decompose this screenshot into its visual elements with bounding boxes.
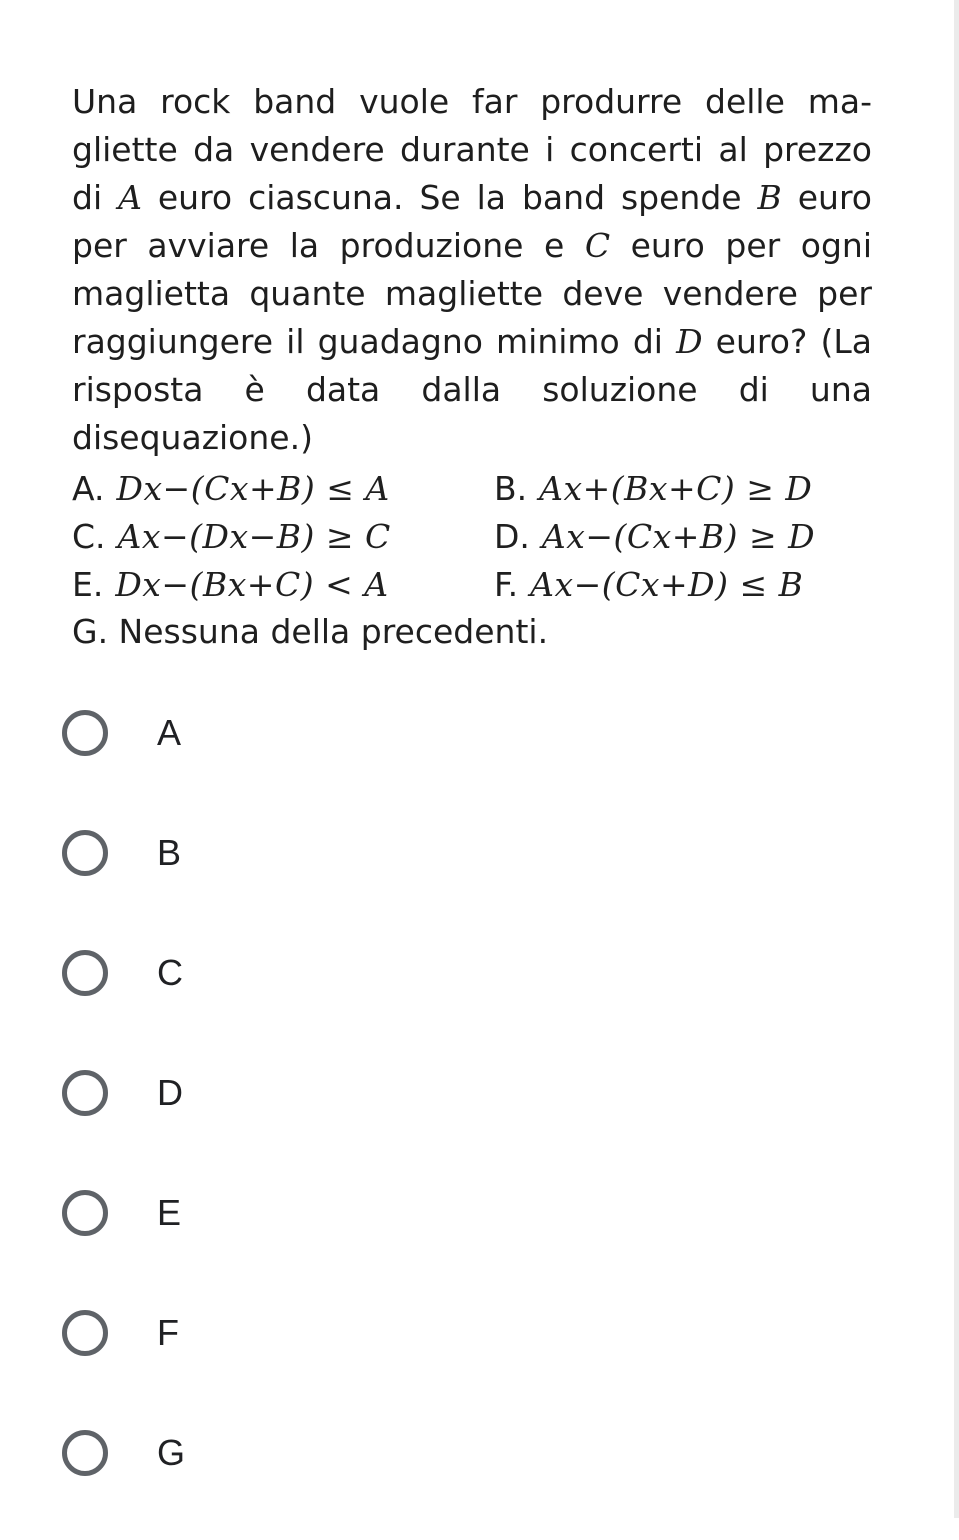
radio-choice-f[interactable] <box>62 1300 662 1420</box>
radio-button-icon[interactable] <box>62 1070 108 1116</box>
radio-label[interactable]: F <box>157 1312 179 1353</box>
option-letter: A. <box>72 468 105 508</box>
question-text-part: euro per ogni maglietta quante magliette deve vendere per raggiungere il guadagno minimo di <box>72 226 872 361</box>
option-e <box>72 565 494 604</box>
radio-label[interactable]: B <box>157 832 182 873</box>
question-text-part: euro? (La risposta è data dalla soluzione di una disequazione.) <box>72 322 872 457</box>
radio-choice-e[interactable] <box>62 1180 662 1300</box>
radio-choice-d[interactable] <box>62 1060 662 1180</box>
radio-choice-a[interactable] <box>62 700 662 820</box>
radio-choice-b[interactable] <box>62 820 662 940</box>
radio-label[interactable]: C <box>157 952 183 993</box>
option-expression: Dx−(Bx+C) < A <box>115 564 389 604</box>
variable-b: B <box>757 178 782 217</box>
radio-label[interactable]: A <box>157 712 182 753</box>
radio-label[interactable]: E <box>157 1192 182 1233</box>
option-expression: Ax−(Dx−B) ≥ C <box>117 516 391 556</box>
question-text-part: euro ciascuna. Se la band spende <box>141 178 758 217</box>
radio-choice-c[interactable] <box>62 940 662 1060</box>
option-letter: D. <box>494 516 530 556</box>
radio-button-icon[interactable] <box>62 830 108 876</box>
option-expression: Dx−(Cx+B) ≤ A <box>116 468 390 508</box>
option-letter: E. <box>72 564 104 604</box>
option-letter: B. <box>494 468 528 508</box>
inequality-options <box>72 464 872 656</box>
radio-label[interactable]: G <box>157 1432 186 1473</box>
radio-button-icon[interactable] <box>62 950 108 996</box>
option-row <box>72 464 872 512</box>
radio-button-icon[interactable] <box>62 1310 108 1356</box>
option-row <box>72 560 872 608</box>
radio-button-icon[interactable] <box>62 1190 108 1236</box>
option-letter: C. <box>72 516 106 556</box>
scrollbar-track <box>954 0 959 1518</box>
option-row <box>72 512 872 560</box>
question-text-part: Una rock band vuole far produrre delle ma-gliette da vendere durante i concerti al prezzo di <box>72 82 872 217</box>
answer-radio-group <box>62 700 662 1540</box>
question-text <box>72 78 872 462</box>
radio-choice-g[interactable] <box>62 1420 662 1540</box>
option-expression: Ax+(Bx+C) ≥ D <box>539 468 813 508</box>
radio-button-icon[interactable] <box>62 710 108 756</box>
option-expression: Ax−(Cx+B) ≥ D <box>541 516 816 556</box>
variable-d: D <box>676 322 703 361</box>
option-letter: F. <box>494 564 519 604</box>
option-c <box>72 517 494 556</box>
option-g: G. Nessuna della precedenti. <box>72 612 549 651</box>
question-block <box>72 78 872 656</box>
question-text-part: euro per avviare la produzione e <box>72 178 872 265</box>
option-b <box>494 469 812 508</box>
radio-label[interactable]: D <box>157 1072 183 1113</box>
variable-c: C <box>584 226 611 265</box>
option-expression: Ax−(Cx+D) ≤ B <box>530 564 804 604</box>
radio-button-icon[interactable] <box>62 1430 108 1476</box>
option-a <box>72 469 494 508</box>
option-d <box>494 517 815 556</box>
variable-a: A <box>118 178 142 217</box>
option-f <box>494 565 803 604</box>
